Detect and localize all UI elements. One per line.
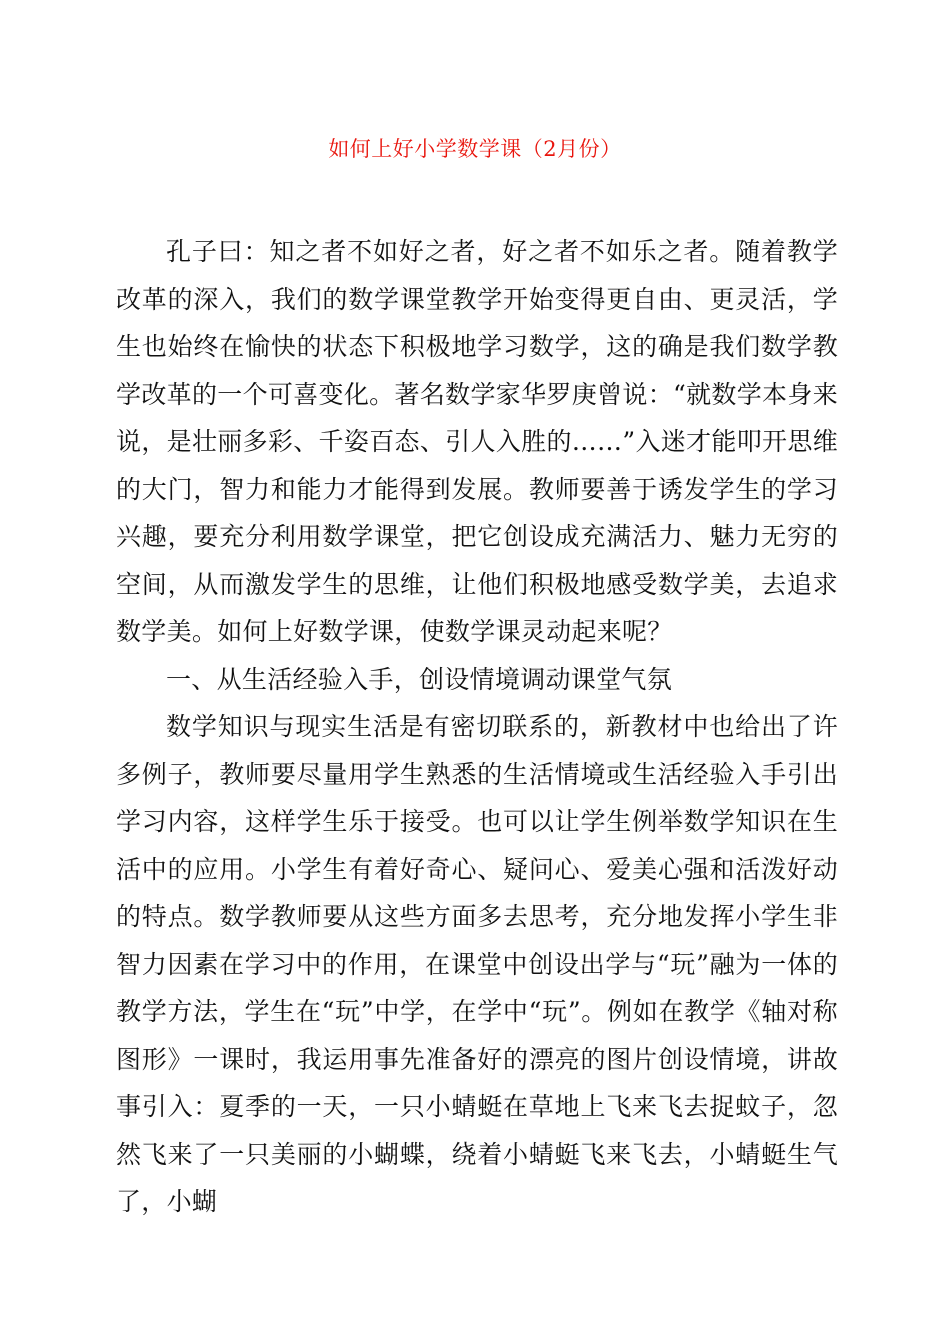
paragraph-section-1: 数学知识与现实生活是有密切联系的，新教材中也给出了许多例子，教师要尽量用学生熟悉的生活情境或生活经验入手引出学习内容，这样学生乐于接受。也可以让学生例举数学知识在生活中的应用。小学生有着好奇心、疑问心、爱美心强和活泼好动的特点。数学教师要从这些方面多去思考，充分地发挥小学生非智力因素在学习中的作用，在课堂中创设出学与“玩”融为一体的教学方法，学生在“玩”中学，在学中“玩”。例如在教学《轴对称图形》一课时，我运用事先准备好的漂亮的图片创设情境，讲故事引入：夏季的一天，一只小蜻蜓在草地上飞来飞去捉蚊子，忽然飞来了一只美丽的小蝴蝶，绕着小蜻蜓飞来飞去，小蜻蜓生气了，小蝴 [116,712,838,1216]
section-heading-1: 一、从生活经验入手，创设情境调动课堂气氛 [166,664,673,694]
document-title: 如何上好小学数学课（2月份） [328,137,622,161]
document-body [116,228,838,1226]
paragraph-intro: 孔子曰：知之者不如好之者，好之者不如乐之者。随着教学改革的深入，我们的数学课堂教学开始变得更自由、更灵活，学生也始终在愉快的状态下积极地学习数学，这的确是我们数学教学改革的一个可喜变化。著名数学家华罗庚曾说：“就数学本身来说，是壮丽多彩、千姿百态、引人入胜的……”入迷才能叩开思维的大门，智力和能力才能得到发展。教师要善于诱发学生的学习兴趣，要充分利用数学课堂，把它创设成充满活力、魅力无穷的空间，从而激发学生的思维，让他们积极地感受数学美，去追求数学美。如何上好数学课，使数学课灵动起来呢？ [116,237,838,646]
